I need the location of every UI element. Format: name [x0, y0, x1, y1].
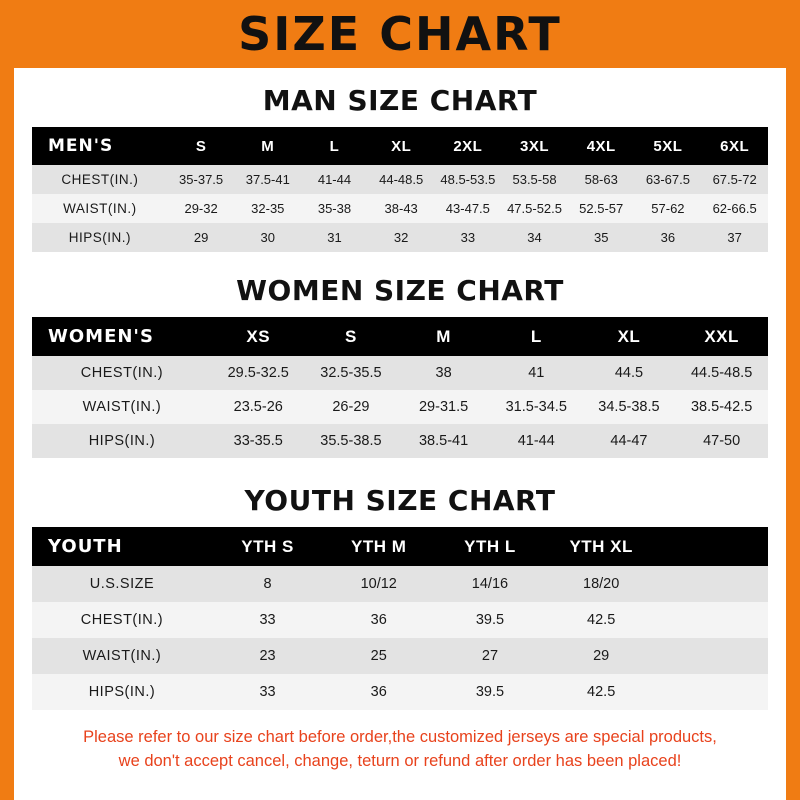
women-table-body: [32, 356, 768, 458]
women-row-hips-label: HIPS(IN.): [88, 433, 156, 449]
men-hips-m: 30: [260, 230, 276, 245]
men-waist-l: 35-38: [317, 201, 352, 216]
women-hips-xl: 44-47: [610, 433, 648, 449]
women-col-m: M: [436, 326, 451, 346]
women-chest-xl: 44.5: [614, 365, 644, 381]
youth-ussize-xl: 18/20: [583, 576, 620, 592]
youth-ussize-empty: [657, 566, 768, 602]
youth-header-row: [32, 527, 768, 566]
youth-ussize-m: 10/12: [360, 576, 397, 592]
youth-col-empty: [657, 527, 768, 566]
footer-line-1: Please refer to our size chart before order,the customized jerseys are special products,: [83, 728, 717, 746]
women-col-l: L: [530, 326, 542, 346]
men-hips-xl: 32: [393, 230, 409, 245]
men-chest-2xl: 48.5-53.5: [440, 172, 496, 187]
men-row-hips-label: HIPS(IN.): [68, 230, 131, 245]
youth-ussize-l: 14/16: [471, 576, 509, 592]
men-section: [32, 84, 768, 252]
men-waist-s: 29-32: [184, 201, 218, 216]
youth-row-ussize-label: U.S.SIZE: [89, 576, 155, 592]
youth-waist-s: 23: [259, 648, 276, 664]
men-corner-label: MEN'S: [48, 136, 114, 156]
men-hips-s: 29: [193, 230, 209, 245]
women-waist-xs: 23.5-26: [233, 399, 283, 415]
men-col-4xl: 4XL: [586, 137, 616, 155]
women-hips-xxl: 47-50: [703, 433, 741, 449]
women-section: [32, 274, 768, 458]
men-size-table: [32, 127, 768, 252]
men-col-3xl: 3XL: [520, 137, 550, 155]
men-table-body: [32, 165, 768, 252]
youth-chest-empty: [657, 602, 768, 638]
women-waist-l: 31.5-34.5: [505, 399, 567, 415]
men-hips-l: 31: [327, 230, 342, 245]
women-chest-xxl: 44.5-48.5: [690, 365, 753, 381]
youth-row-chest-label: CHEST(IN.): [80, 612, 164, 628]
women-col-xl: XL: [617, 326, 641, 346]
women-hips-l: 41-44: [517, 433, 555, 449]
youth-hips-empty: [657, 674, 768, 710]
youth-col-m: YTH M: [351, 536, 407, 556]
men-waist-3xl: 47.5-52.5: [507, 201, 562, 216]
men-hips-2xl: 33: [460, 230, 476, 245]
youth-hips-xl: 42.5: [587, 684, 616, 700]
table-row: [32, 194, 768, 223]
page-banner: [0, 0, 800, 68]
youth-hips-s: 33: [259, 684, 276, 700]
women-col-xs: XS: [246, 326, 271, 346]
youth-section: [32, 484, 768, 710]
men-hips-3xl: 34: [527, 230, 542, 245]
women-header-row: [32, 317, 768, 356]
youth-waist-m: 25: [370, 648, 387, 664]
youth-chest-s: 33: [259, 612, 276, 628]
youth-waist-empty: [657, 638, 768, 674]
men-col-s: S: [195, 137, 207, 155]
women-hips-xs: 33-35.5: [233, 433, 283, 449]
men-chest-3xl: 53.5-58: [512, 172, 557, 187]
table-row: [32, 356, 768, 390]
youth-col-xl: YTH XL: [569, 536, 633, 556]
women-waist-xl: 34.5-38.5: [598, 399, 660, 415]
youth-table-body: [32, 566, 768, 710]
youth-size-table: [32, 527, 768, 710]
men-hips-5xl: 36: [660, 230, 676, 245]
women-chest-s: 32.5-35.5: [320, 365, 382, 381]
men-waist-m: 32-35: [251, 201, 285, 216]
men-col-5xl: 5XL: [653, 137, 683, 155]
men-table-head: [32, 127, 768, 165]
men-col-m: M: [261, 137, 275, 155]
table-row: [32, 223, 768, 252]
women-chest-l: 41: [528, 365, 545, 381]
men-chest-xl: 44-48.5: [379, 172, 424, 187]
men-waist-xl: 38-43: [384, 201, 418, 216]
men-chest-5xl: 63-67.5: [645, 172, 690, 187]
youth-hips-m: 36: [370, 684, 387, 700]
youth-hips-l: 39.5: [475, 684, 505, 700]
youth-chest-l: 39.5: [475, 612, 505, 628]
women-row-waist-label: WAIST(IN.): [82, 399, 162, 415]
men-chest-m: 37.5-41: [245, 172, 290, 187]
men-waist-6xl: 62-66.5: [712, 201, 757, 216]
table-row: [32, 638, 768, 674]
men-waist-5xl: 57-62: [651, 201, 685, 216]
women-corner-label: WOMEN'S: [48, 326, 154, 347]
women-table-head: [32, 317, 768, 356]
women-chest-xs: 29.5-32.5: [227, 365, 289, 381]
youth-row-hips-label: HIPS(IN.): [88, 684, 156, 700]
men-col-6xl: 6XL: [720, 137, 750, 155]
men-col-xl: XL: [391, 137, 412, 155]
page-title: SIZE CHART: [238, 7, 562, 61]
youth-chest-xl: 42.5: [587, 612, 616, 628]
chart-content: [14, 84, 786, 774]
youth-chest-m: 36: [370, 612, 387, 628]
men-hips-6xl: 37: [727, 230, 742, 245]
women-hips-m: 38.5-41: [418, 433, 469, 449]
youth-table-head: [32, 527, 768, 566]
women-col-s: S: [344, 326, 357, 346]
table-row: [32, 674, 768, 710]
women-size-table: [32, 317, 768, 458]
men-row-chest-label: CHEST(IN.): [61, 172, 139, 187]
men-waist-2xl: 43-47.5: [445, 201, 490, 216]
men-col-l: L: [329, 137, 340, 155]
youth-waist-xl: 29: [593, 648, 610, 664]
men-row-waist-label: WAIST(IN.): [63, 201, 137, 216]
youth-col-l: YTH L: [464, 536, 516, 556]
men-header-row: [32, 127, 768, 165]
table-row: [32, 165, 768, 194]
women-hips-s: 35.5-38.5: [320, 433, 382, 449]
youth-col-s: YTH S: [241, 536, 294, 556]
table-row: [32, 390, 768, 424]
men-waist-4xl: 52.5-57: [579, 201, 624, 216]
men-hips-4xl: 35: [593, 230, 609, 245]
table-row: [32, 566, 768, 602]
youth-corner-label: YOUTH: [48, 536, 123, 557]
youth-waist-l: 27: [481, 648, 499, 664]
men-section-title: MAN SIZE CHART: [262, 84, 538, 117]
men-chest-6xl: 67.5-72: [712, 172, 757, 187]
youth-row-waist-label: WAIST(IN.): [82, 648, 162, 664]
women-col-xxl: XXL: [704, 326, 739, 346]
footer-disclaimer: [42, 726, 758, 774]
women-row-chest-label: CHEST(IN.): [80, 365, 164, 381]
men-chest-4xl: 58-63: [584, 172, 618, 187]
table-row: [32, 602, 768, 638]
men-chest-l: 41-44: [317, 172, 352, 187]
women-waist-m: 29-31.5: [418, 399, 469, 415]
women-section-title: WOMEN SIZE CHART: [236, 274, 564, 307]
men-col-2xl: 2XL: [453, 137, 483, 155]
men-chest-s: 35-37.5: [179, 172, 224, 187]
table-row: [32, 424, 768, 458]
footer-line-2: we don't accept cancel, change, teturn or refund after order has been placed!: [118, 751, 682, 770]
women-waist-s: 26-29: [332, 399, 370, 415]
women-chest-m: 38: [435, 365, 452, 381]
youth-section-title: YOUTH SIZE CHART: [244, 484, 556, 517]
women-waist-xxl: 38.5-42.5: [690, 399, 753, 415]
youth-ussize-s: 8: [263, 576, 272, 592]
